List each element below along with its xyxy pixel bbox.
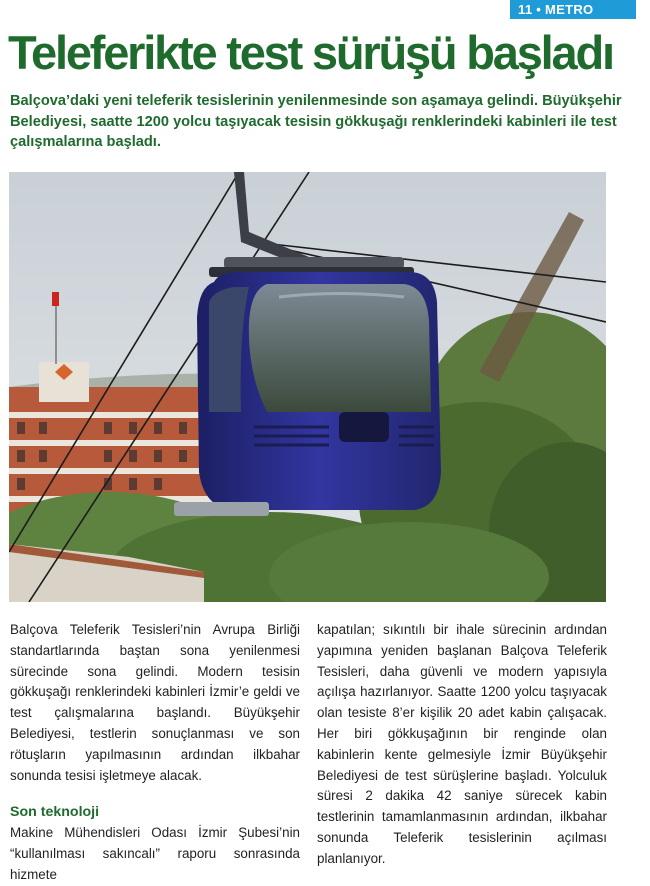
article-photo: [9, 172, 606, 602]
body-paragraph-3: kapatılan; sıkıntılı bir ihale sürecinin ardından yapımına yeniden başlanan Balçova Teleferik Tesisleri, daha güvenli ve modern yapısıyla açılışa hazırlanıyor. Saatte 1200 yolcu taşıyacak olan tesiste 8’er kişilik 20 adet kabin çalışacak. Her biri gökkuşağının bir renginde olan kabinlerin kente gelmesiyle İzmir Büyükşehir Belediyesi de test sürüşlerine başladı. Yolculuk süresi 2 dakika 42 saniye sürecek kabin testlerinin tamamlanmasının ardından, ilkbahar sonunda Teleferik tesislerinin açılması planlanıyor.: [317, 622, 607, 866]
cable-car-cabin: [174, 272, 441, 516]
headline: Teleferikte test sürüşü başladı: [8, 26, 613, 79]
section-tag: 11 • METRO: [510, 0, 636, 19]
body-paragraph-2: Makine Mühendisleri Odası İzmir Şubesi’nin “kullanılması sakıncalı” raporu sonrasında hizmete: [10, 825, 300, 882]
body-paragraph-1: Balçova Teleferik Tesisleri’nin Avrupa Birliği standartlarında baştan sona yenilenmesi sürecinde sona gelindi. Modern tesisin gökkuşağı renklerindeki kabinleri İzmir’e geldi ve test çalışmalarına başlandı. Büyükşehir Belediyesi, testlerin sonuçlanması ve son rötuşların yapılmasının ardından ilkbahar sonunda tesisi işletmeye alacak.: [10, 622, 300, 783]
cable-car-photo: [9, 172, 606, 602]
lead-paragraph: Balçova’daki yeni teleferik tesislerinin yenilenmesinde son aşamaya gelindi. Büyükşehir Belediyesi, saatte 1200 yolcu taşıyacak tesisin gökkuşağı renklerindeki kabinleri ile test çalışmalarına başladı.: [10, 93, 622, 150]
body-column-right: [317, 620, 607, 870]
body-column-left: [10, 620, 300, 886]
subheading: Son teknoloji: [10, 804, 100, 821]
